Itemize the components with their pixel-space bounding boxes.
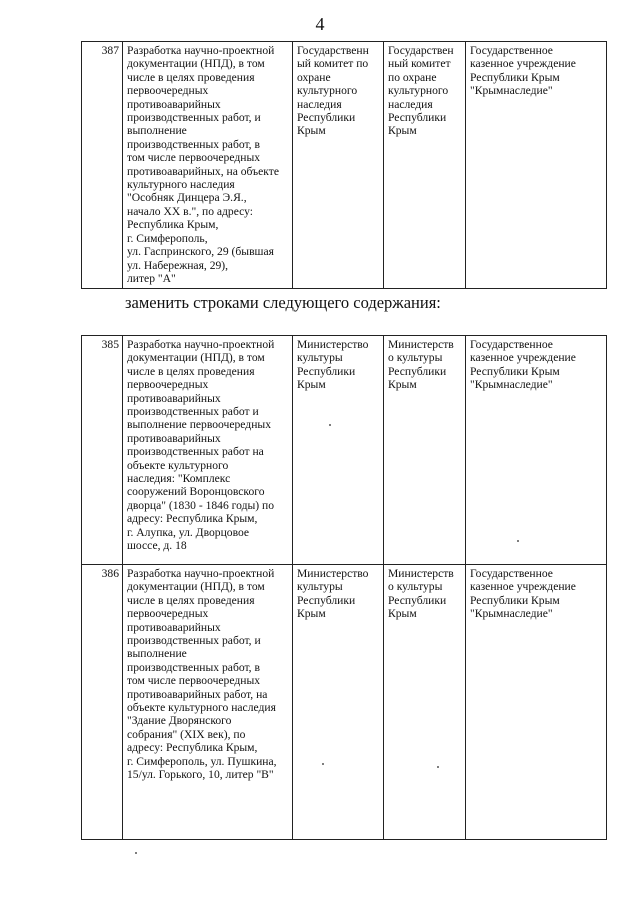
executor-body: [466, 565, 607, 840]
customer-body: [384, 336, 466, 565]
text-line: 15/ул. Горького, 10, литер "В": [127, 768, 274, 782]
text-line: ный комитет: [388, 57, 451, 71]
text-line: охране: [297, 70, 331, 84]
text-line: Разработка научно-проектной: [127, 44, 275, 57]
text-line: числе в целях проведения: [127, 364, 255, 378]
text-line: казенное учреждение: [470, 57, 576, 71]
text-line: документации (НПД), в том: [127, 351, 265, 365]
work-description: [123, 336, 293, 565]
text-line: том числе первоочередных: [127, 674, 261, 688]
text-line: Республики: [388, 593, 447, 607]
text-line: начало XX в.", по адресу:: [127, 204, 254, 218]
text-line: г. Симферополь,: [127, 231, 208, 245]
row-number: 386: [82, 565, 123, 840]
text-line: выполнение: [127, 124, 187, 138]
work-description: [123, 565, 293, 840]
text-line: Крым: [297, 124, 326, 138]
text-line: "Крымнаследие": [470, 378, 553, 392]
scan-speck: [329, 424, 331, 426]
text-line: числе в целях проведения: [127, 70, 255, 84]
text-line: выполнение первоочередных: [127, 418, 271, 432]
text-line: г. Алупка, ул. Дворцовое: [127, 525, 250, 539]
text-line: Крым: [297, 378, 326, 392]
text-line: противоаварийных: [127, 431, 221, 445]
text-line: дворца" (1830 - 1846 годы) по: [127, 498, 275, 512]
customer-body: [384, 565, 466, 840]
new-rows-table: [81, 335, 607, 840]
scan-speck: [135, 852, 137, 854]
text-line: Республики: [297, 111, 356, 125]
text-line: Министерство: [297, 338, 369, 351]
text-line: г. Симферополь, ул. Пушкина,: [127, 754, 277, 768]
executor-body: [466, 42, 607, 289]
text-line: Министерств: [388, 338, 454, 351]
page-number: 4: [315, 14, 325, 34]
text-line: культуры: [297, 351, 343, 365]
scan-speck: [322, 763, 324, 765]
text-line: "Особняк Динцера Э.Я.,: [127, 191, 247, 205]
text-line: производственных работ, в: [127, 137, 260, 151]
row-number: 385: [82, 336, 123, 565]
text-line: первоочередных: [127, 378, 209, 392]
text-line: Государственное: [470, 44, 553, 57]
text-line: "Крымнаследие": [470, 84, 553, 98]
text-line: культурного: [297, 84, 358, 98]
text-line: литер "А": [127, 271, 176, 285]
text-line: Разработка научно-проектной: [127, 338, 275, 351]
text-line: собрания" (XIX век), по: [127, 727, 246, 741]
text-line: производственных работ, и: [127, 634, 261, 648]
text-line: производственных работ на: [127, 445, 264, 459]
text-line: Республики: [388, 364, 447, 378]
text-line: производственных работ, и: [127, 111, 261, 125]
text-line: противоаварийных работ, на: [127, 687, 268, 701]
text-line: документации (НПД), в том: [127, 580, 265, 594]
text-line: Республики Крым: [470, 70, 560, 84]
text-line: Министерств: [388, 567, 454, 580]
responsible-body: [293, 565, 384, 840]
responsible-body: [293, 336, 384, 565]
text-line: объекте культурного наследия: [127, 701, 276, 715]
text-line: сооружений Воронцовского: [127, 485, 265, 499]
executor-body: [466, 336, 607, 565]
text-line: Государствен: [388, 44, 454, 57]
text-line: Государственн: [297, 44, 369, 57]
text-line: наследия: [388, 97, 433, 111]
text-line: объекте культурного: [127, 458, 229, 472]
text-line: ул. Гаспринского, 29 (бывшая: [127, 245, 274, 259]
text-line: противоаварийных: [127, 391, 221, 405]
text-line: культурного: [388, 84, 449, 98]
customer-body: [384, 42, 466, 289]
text-line: казенное учреждение: [470, 580, 576, 594]
table-row: [82, 565, 607, 840]
scan-speck: [517, 540, 519, 542]
text-line: Крым: [388, 607, 417, 621]
text-line: производственных работ и: [127, 405, 259, 419]
text-line: том числе первоочередных: [127, 151, 261, 165]
text-line: "Здание Дворянского: [127, 714, 232, 728]
text-line: ый комитет по: [297, 57, 369, 71]
table-row: [82, 42, 607, 289]
text-line: Республики Крым: [470, 593, 560, 607]
text-line: выполнение: [127, 647, 187, 661]
text-line: Республики: [297, 593, 356, 607]
text-line: казенное учреждение: [470, 351, 576, 365]
text-line: адресу: Республика Крым,: [127, 741, 258, 755]
text-line: Республики Крым: [470, 364, 560, 378]
text-line: по охране: [388, 70, 437, 84]
table-row: [82, 336, 607, 565]
text-line: противоаварийных: [127, 620, 221, 634]
replace-phrase: заменить строками следующего содержания:: [125, 293, 441, 312]
text-line: первоочередных: [127, 607, 209, 621]
text-line: ул. Набережная, 29),: [127, 258, 229, 272]
text-line: Крым: [297, 607, 326, 621]
text-line: о культуры: [388, 580, 443, 594]
text-line: Крым: [388, 378, 417, 392]
scan-speck: [437, 766, 439, 768]
work-description: [123, 42, 293, 289]
row-number: 387: [82, 42, 123, 289]
text-line: "Крымнаследие": [470, 607, 553, 621]
text-line: противоаварийных: [127, 97, 221, 111]
text-line: противоаварийных, на объекте: [127, 164, 280, 178]
text-line: Разработка научно-проектной: [127, 567, 275, 580]
text-line: Государственное: [470, 338, 553, 351]
text-line: о культуры: [388, 351, 443, 365]
text-line: производственных работ, в: [127, 660, 260, 674]
text-line: наследия: [297, 97, 342, 111]
text-line: Государственное: [470, 567, 553, 580]
text-line: адресу: Республика Крым,: [127, 512, 258, 526]
text-line: культурного наследия: [127, 178, 235, 192]
text-line: Республика Крым,: [127, 218, 219, 232]
text-line: числе в целях проведения: [127, 593, 255, 607]
text-line: Республики: [297, 364, 356, 378]
text-line: первоочередных: [127, 84, 209, 98]
text-line: Министерство: [297, 567, 369, 580]
text-line: наследия: "Комплекс: [127, 472, 231, 486]
text-line: культуры: [297, 580, 343, 594]
responsible-body: [293, 42, 384, 289]
text-line: шоссе, д. 18: [127, 539, 187, 553]
text-line: Крым: [388, 124, 417, 138]
replaced-rows-table: [81, 41, 607, 289]
text-line: Республики: [388, 111, 447, 125]
text-line: документации (НПД), в том: [127, 57, 265, 71]
